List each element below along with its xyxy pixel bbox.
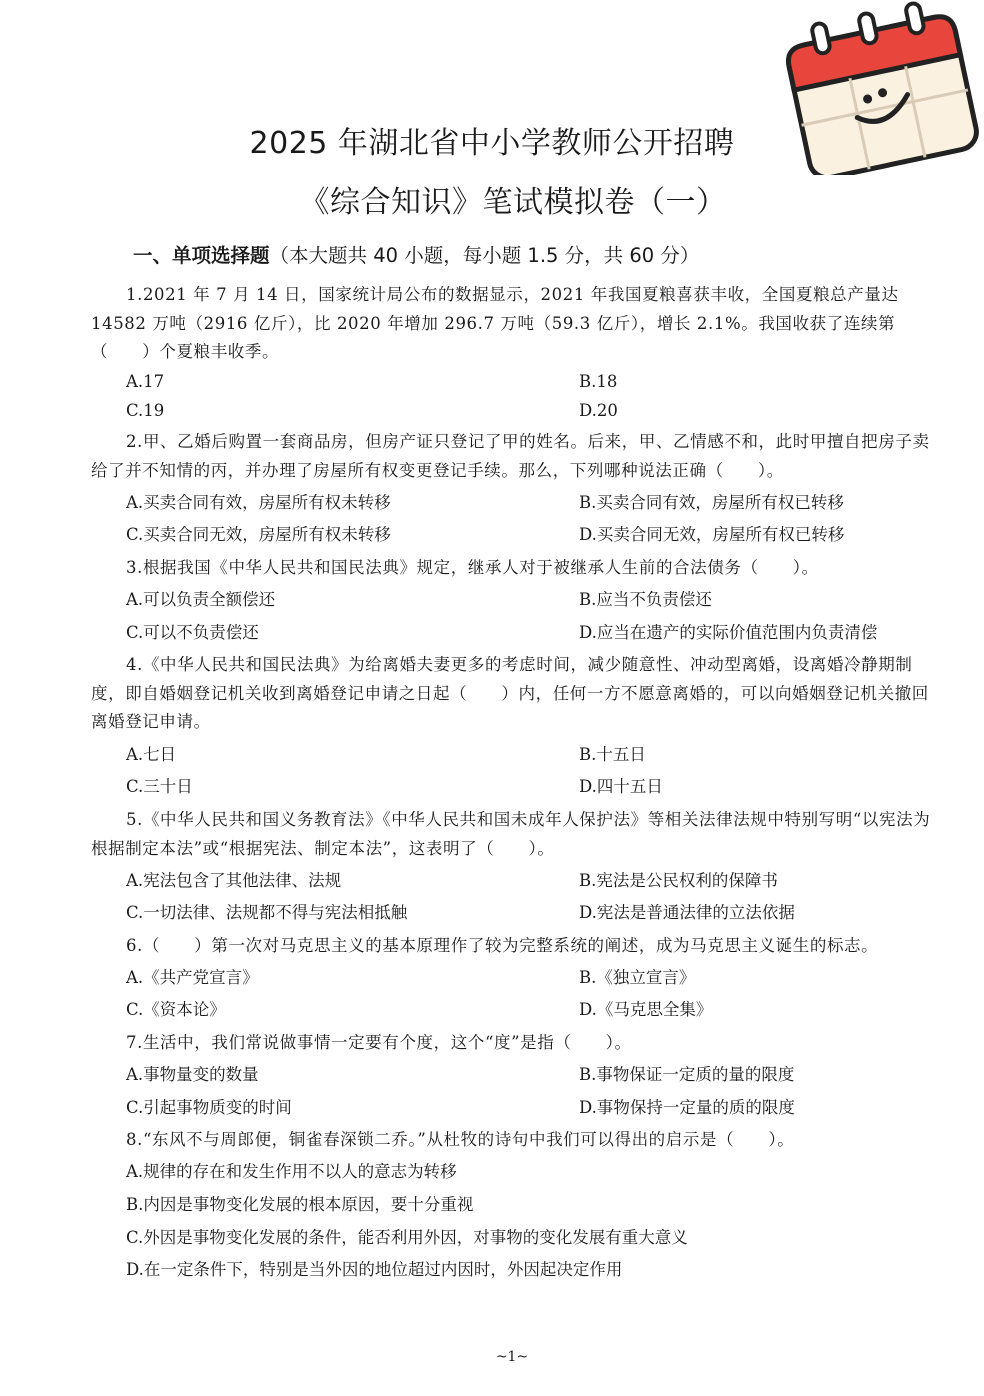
- option-a[interactable]: A.可以负责全额偿还: [126, 590, 276, 609]
- section-heading: [133, 240, 699, 268]
- option-a[interactable]: A.17: [126, 372, 165, 391]
- option-c[interactable]: C.可以不负责偿还: [126, 623, 259, 642]
- option-a[interactable]: A.《共产党宣言》: [126, 968, 259, 987]
- option-b[interactable]: B.18: [579, 372, 618, 391]
- option-d[interactable]: D.20: [579, 401, 618, 420]
- option-b[interactable]: B.宪法是公民权利的保障书: [579, 871, 778, 890]
- option-d[interactable]: D.四十五日: [579, 777, 663, 796]
- question-stem: 7.生活中，我们常说做事情一定要有个度，这个“度”是指（ ）。: [126, 1033, 632, 1052]
- page-number: ~1~: [495, 1349, 529, 1365]
- question-stem: 1.2021 年 7 月 14 日，国家统计局公布的数据显示，2021 年我国夏粮喜获丰收，全国夏粮总产量达 14582 万吨（2916 亿斤），比 2020 年增加 296.7 万吨（59.3 亿斤），增长 2.1%。我国收获了连续第（ ）个夏粮丰收季。: [91, 285, 899, 361]
- option-a[interactable]: A.规律的存在和发生作用不以人的意志为转移: [126, 1162, 457, 1181]
- question-stem: 3.根据我国《中华人民共和国民法典》规定，继承人对于被继承人生前的合法债务（ ）。: [126, 558, 819, 577]
- question-stem: 6.（ ）第一次对马克思主义的基本原理作了较为完整系统的阐述，成为马克思主义诞生的标志。: [126, 936, 879, 955]
- option-b[interactable]: B.买卖合同有效，房屋所有权已转移: [579, 493, 844, 512]
- option-d[interactable]: D.在一定条件下，特别是当外因的地位超过内因时，外因起决定作用: [126, 1260, 623, 1279]
- option-b[interactable]: B.十五日: [579, 745, 646, 764]
- option-c[interactable]: C.一切法律、法规都不得与宪法相抵触: [126, 903, 408, 922]
- section-note: （本大题共 40 小题，每小题 1.5 分，共 60 分）: [269, 244, 700, 267]
- section-title: 一、单项选择题: [133, 244, 270, 267]
- option-d[interactable]: D.宪法是普通法律的立法依据: [579, 903, 795, 922]
- option-c[interactable]: C.三十日: [126, 777, 193, 796]
- option-a[interactable]: A.买卖合同有效，房屋所有权未转移: [126, 493, 391, 512]
- option-a[interactable]: A.事物量变的数量: [126, 1065, 259, 1084]
- option-c[interactable]: C.19: [126, 401, 165, 420]
- question-stem: 4.《中华人民共和国民法典》为给离婚夫妻更多的考虑时间，减少随意性、冲动型离婚，设离婚冷静期制度，即自婚姻登记机关收到离婚登记申请之日起（ ）内，任何一方不愿意离婚的，可以向婚姻登记机关撤回离婚登记申请。: [91, 655, 929, 731]
- option-c[interactable]: C.引起事物质变的时间: [126, 1098, 292, 1117]
- question-stem: 8.“东风不与周郎便，铜雀春深锁二乔。”从杜牧的诗句中我们可以得出的启示是（ ）。: [126, 1130, 795, 1149]
- option-c[interactable]: C.外因是事物变化发展的条件，能否利用外因，对事物的变化发展有重大意义: [126, 1228, 688, 1247]
- option-a[interactable]: A.七日: [126, 745, 177, 764]
- exam-title-line1: 2025 年湖北省中小学教师公开招聘: [249, 126, 735, 161]
- option-b[interactable]: B.事物保证一定质的量的限度: [579, 1065, 795, 1084]
- question-stem: 5.《中华人民共和国义务教育法》《中华人民共和国未成年人保护法》等相关法律法规中特别写明“以宪法为根据制定本法”或“根据宪法、制定本法”，这表明了（ ）。: [91, 810, 931, 858]
- option-b[interactable]: B.内因是事物变化发展的根本原因，要十分重视: [126, 1195, 474, 1214]
- exam-title-line2: 《综合知识》笔试模拟卷（一）: [299, 185, 727, 220]
- option-a[interactable]: A.宪法包含了其他法律、法规: [126, 871, 342, 890]
- option-c[interactable]: C.买卖合同无效，房屋所有权未转移: [126, 525, 391, 544]
- option-c[interactable]: C.《资本论》: [126, 1000, 226, 1019]
- option-d[interactable]: D.应当在遗产的实际价值范围内负责清偿: [579, 623, 878, 642]
- option-d[interactable]: D.买卖合同无效，房屋所有权已转移: [579, 525, 845, 544]
- option-d[interactable]: D.《马克思全集》: [579, 1000, 713, 1019]
- option-b[interactable]: B.应当不负责偿还: [579, 590, 712, 609]
- question-stem: 2.甲、乙婚后购置一套商品房，但房产证只登记了甲的姓名。后来，甲、乙情感不和，此时甲擅自把房子卖给了并不知情的丙，并办理了房屋所有权变更登记手续。那么，下列哪种说法正确（ ）。: [91, 432, 930, 480]
- option-b[interactable]: B.《独立宣言》: [579, 968, 696, 987]
- option-d[interactable]: D.事物保持一定量的质的限度: [579, 1098, 795, 1117]
